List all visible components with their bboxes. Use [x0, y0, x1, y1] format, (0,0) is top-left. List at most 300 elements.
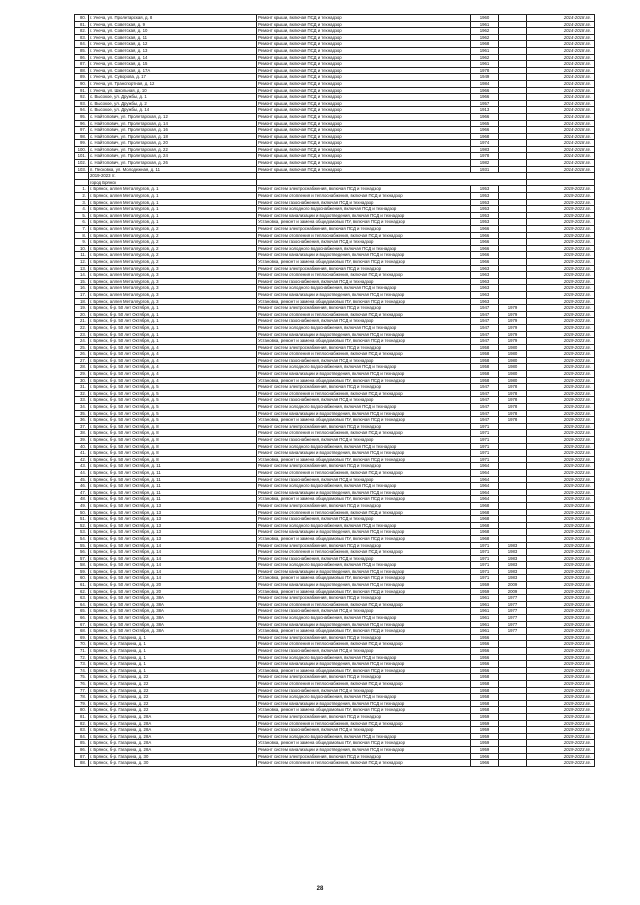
- row-number: 88.: [75, 760, 89, 767]
- period: 2014-2018 гг.: [527, 54, 595, 61]
- build-year: 1978: [471, 153, 499, 160]
- row-number: 14.: [75, 272, 89, 279]
- period: 2019-2023 гг.: [527, 489, 595, 496]
- work-type: Ремонт систем холодного водоснабжения, включая ПСД и технадзор: [257, 694, 471, 701]
- row-number: 82.: [75, 720, 89, 727]
- row-number: 46.: [75, 483, 89, 490]
- table-row: [75, 80, 595, 87]
- work-type: Ремонт систем канализации и водоотведения, включая ПСД и технадзор: [257, 568, 471, 575]
- period: 2014-2018 гг.: [527, 133, 595, 140]
- period: 2019-2023 гг.: [527, 555, 595, 562]
- reconstruction-year: [499, 80, 527, 87]
- work-type: Ремонт систем отопления и теплоснабжения, включая ПСД и технадзор: [257, 193, 471, 200]
- address: г. Брянск, б-р. Гагарина, д. 28А: [89, 746, 257, 753]
- address: г. Брянск, б-р. 50 лет Октября, д. 4: [89, 371, 257, 378]
- table-row: [75, 628, 595, 635]
- reconstruction-year: [499, 483, 527, 490]
- reconstruction-year: 1983: [499, 549, 527, 556]
- work-type: Ремонт систем газоснабжения, включая ПСД и технадзор: [257, 357, 471, 364]
- period: 2014-2018 гг.: [527, 120, 595, 127]
- reconstruction-year: 1978: [499, 397, 527, 404]
- address: с. Найтопович, ул. Пролетарская, д. 14: [89, 120, 257, 127]
- row-number: 59.: [75, 568, 89, 575]
- address: г. Брянск, б-р. 50 лет Октября, д. 11: [89, 489, 257, 496]
- table-row: [75, 707, 595, 714]
- row-number: 47.: [75, 489, 89, 496]
- build-year: 1966: [471, 239, 499, 246]
- build-year: 1958: [471, 344, 499, 351]
- work-type: Ремонт систем канализации и водоотведения, включая ПСД и технадзор: [257, 212, 471, 219]
- address: г. Унеча, ул. Школьная, д. 10: [89, 87, 257, 94]
- address: г. Брянск, б-р. Гагарина, д. 22: [89, 700, 257, 707]
- reconstruction-year: [499, 713, 527, 720]
- reconstruction-year: [499, 107, 527, 114]
- build-year: 1961: [471, 595, 499, 602]
- address: г. Брянск, б-р. 50 лет Октября, д. 14: [89, 549, 257, 556]
- period: 2019-2023 гг.: [527, 568, 595, 575]
- table-row: [75, 107, 595, 114]
- build-year: 1971: [471, 450, 499, 457]
- reconstruction-year: [499, 252, 527, 259]
- period: 2019-2023 гг.: [527, 720, 595, 727]
- period: 2019-2023 гг.: [527, 713, 595, 720]
- address: г. Брянск, б-р. Гагарина, д. 28А: [89, 713, 257, 720]
- row-number: 69.: [75, 634, 89, 641]
- reconstruction-year: 1978: [499, 410, 527, 417]
- reconstruction-year: 1979: [499, 318, 527, 325]
- row-number: 73.: [75, 661, 89, 668]
- period: 2014-2018 гг.: [527, 21, 595, 28]
- address: г. Брянск, б-р. Гагарина, д. 1: [89, 641, 257, 648]
- row-number: 51.: [75, 516, 89, 523]
- reconstruction-year: [499, 41, 527, 48]
- reconstruction-year: 1980: [499, 371, 527, 378]
- section-city: город Брянск: [89, 179, 257, 186]
- build-year: 1953: [471, 193, 499, 200]
- reconstruction-year: [499, 15, 527, 22]
- table-row: [75, 351, 595, 358]
- table-row: [75, 298, 595, 305]
- table-row: [75, 252, 595, 259]
- table-row: [75, 47, 595, 54]
- address: г. Унеча, ул. Суворова, д. 17: [89, 74, 257, 81]
- build-year: 1959: [471, 740, 499, 747]
- build-year: 1956: [471, 634, 499, 641]
- address: г. Брянск, б-р. 50 лет Октября, д. 14: [89, 568, 257, 575]
- address: г. Брянск, б-р. Гагарина, д. 1: [89, 667, 257, 674]
- address: г. Унеча, ул. Советская, д. 15: [89, 61, 257, 68]
- row-number: 53.: [75, 529, 89, 536]
- period: 2019-2023 гг.: [527, 344, 595, 351]
- address: г. Брянск, б-р. 50 лет Октября, д. 20: [89, 582, 257, 589]
- table-row: [75, 694, 595, 701]
- build-year: 1963: [471, 285, 499, 292]
- work-type: Ремонт систем электроснабжения, включая ПСД и технадзор: [257, 674, 471, 681]
- period: 2019-2023 гг.: [527, 575, 595, 582]
- table-row: [75, 206, 595, 213]
- build-year: 1953: [471, 199, 499, 206]
- address: г. Брянск, б-р. Гагарина, д. 1: [89, 648, 257, 655]
- reconstruction-year: [499, 285, 527, 292]
- period: 2019-2023 гг.: [527, 324, 595, 331]
- build-year: 1962: [471, 28, 499, 35]
- address: г. Брянск, б-р. 50 лет Октября, д. 11: [89, 483, 257, 490]
- build-year: 1965: [471, 120, 499, 127]
- work-type: Ремонт систем электроснабжения, включая ПСД и технадзор: [257, 305, 471, 312]
- build-year: 1966: [471, 87, 499, 94]
- table-row: [75, 687, 595, 694]
- work-type: Ремонт систем газоснабжения, включая ПСД и технадзор: [257, 318, 471, 325]
- reconstruction-year: [499, 469, 527, 476]
- work-type: Ремонт систем отопления и теплоснабжения, включая ПСД и технадзор: [257, 601, 471, 608]
- work-type: Установка, ремонт и замена общедомовых ПУ, включая ПСД и технадзор: [257, 575, 471, 582]
- table-row: [75, 667, 595, 674]
- build-year: 1958: [471, 351, 499, 358]
- address: г. Брянск, б-р. 50 лет Октября, д. 4: [89, 344, 257, 351]
- build-year: 1963: [471, 298, 499, 305]
- build-year: 1961: [471, 61, 499, 68]
- period: 2019-2023 гг.: [527, 186, 595, 193]
- row-number: 2.: [75, 193, 89, 200]
- work-type: Ремонт систем канализации и водоотведения, включая ПСД и технадзор: [257, 331, 471, 338]
- row-number: 10.: [75, 245, 89, 252]
- address: г. Брянск, б-р. 50 лет Октября, д. 1: [89, 311, 257, 318]
- row-number: 95.: [75, 113, 89, 120]
- build-year: 1953: [471, 186, 499, 193]
- table-row: [75, 199, 595, 206]
- document-page: [74, 14, 594, 767]
- row-number: 91.: [75, 87, 89, 94]
- period: 2019-2023 гг.: [527, 311, 595, 318]
- row-number: 38.: [75, 430, 89, 437]
- reconstruction-year: 1980: [499, 377, 527, 384]
- reconstruction-year: 2009: [499, 588, 527, 595]
- table-row: [75, 648, 595, 655]
- work-type: Ремонт крыши, включая ПСД и технадзор: [257, 146, 471, 153]
- reconstruction-year: 1977: [499, 608, 527, 615]
- row-number: 32.: [75, 390, 89, 397]
- work-type: Ремонт крыши, включая ПСД и технадзор: [257, 94, 471, 101]
- reconstruction-year: 1983: [499, 562, 527, 569]
- table-row: [75, 186, 595, 193]
- address: г. Брянск, аллея Металлургов, д. 2: [89, 232, 257, 239]
- work-type: Ремонт систем канализации и водоотведения, включая ПСД и технадзор: [257, 621, 471, 628]
- table-row: [75, 344, 595, 351]
- work-type: Ремонт систем отопления и теплоснабжения, включая ПСД и технадзор: [257, 641, 471, 648]
- row-number: 88.: [75, 67, 89, 74]
- work-type: Ремонт крыши, включая ПСД и технадзор: [257, 47, 471, 54]
- reconstruction-year: [499, 146, 527, 153]
- work-type: Ремонт систем электроснабжения, включая ПСД и технадзор: [257, 595, 471, 602]
- reconstruction-year: [499, 654, 527, 661]
- row-number: 42.: [75, 456, 89, 463]
- work-type: Ремонт крыши, включая ПСД и технадзор: [257, 153, 471, 160]
- address: г. Брянск, б-р. 50 лет Октября, д. 11: [89, 496, 257, 503]
- address: с. Высокое, ул. Дружбы, д. 2: [89, 100, 257, 107]
- build-year: 1958: [471, 357, 499, 364]
- build-year: 1947: [471, 404, 499, 411]
- reconstruction-year: [499, 166, 527, 173]
- period: 2019-2023 гг.: [527, 417, 595, 424]
- work-type: Ремонт систем холодного водоснабжения, включая ПСД и технадзор: [257, 324, 471, 331]
- reconstruction-year: [499, 212, 527, 219]
- address: г. Брянск, аллея Металлургов, д. 1: [89, 206, 257, 213]
- row-number: 19.: [75, 305, 89, 312]
- build-year: 1971: [471, 555, 499, 562]
- build-year: 1966: [471, 252, 499, 259]
- build-year: 1961: [471, 601, 499, 608]
- build-year: 1947: [471, 338, 499, 345]
- table-row: [75, 456, 595, 463]
- reconstruction-year: [499, 278, 527, 285]
- row-number: 21.: [75, 318, 89, 325]
- build-year: 1966: [471, 245, 499, 252]
- address: г. Брянск, б-р. 50 лет Октября, д. 8: [89, 456, 257, 463]
- work-type: Установка, ремонт и замена общедомовых ПУ, включая ПСД и технадзор: [257, 298, 471, 305]
- period: 2014-2018 гг.: [527, 146, 595, 153]
- address: г. Брянск, б-р. 50 лет Октября, д. 5: [89, 410, 257, 417]
- address: с. Найтопович, ул. Пролетарская, д. 18: [89, 133, 257, 140]
- reconstruction-year: [499, 516, 527, 523]
- row-number: 31.: [75, 384, 89, 391]
- row-number: 97.: [75, 127, 89, 134]
- period: 2019-2023 гг.: [527, 516, 595, 523]
- reconstruction-year: [499, 680, 527, 687]
- address: с. Высокое, ул. Дружбы, д. 1: [89, 94, 257, 101]
- work-type: Установка, ремонт и замена общедомовых ПУ, включая ПСД и технадзор: [257, 707, 471, 714]
- address: г. Брянск, б-р. 50 лет Октября, д. 1: [89, 324, 257, 331]
- table-row: [75, 239, 595, 246]
- period: 2014-2018 гг.: [527, 61, 595, 68]
- period: 2019-2023 гг.: [527, 661, 595, 668]
- build-year: 1959: [471, 588, 499, 595]
- build-year: 1966: [471, 760, 499, 767]
- build-year: 1947: [471, 397, 499, 404]
- address: г. Унеча, ул. Советская, д. 9: [89, 21, 257, 28]
- table-row: [75, 318, 595, 325]
- period: 2019-2023 гг.: [527, 212, 595, 219]
- work-type: Ремонт систем отопления и теплоснабжения, включая ПСД и технадзор: [257, 430, 471, 437]
- table-row: [75, 549, 595, 556]
- build-year: 1947: [471, 417, 499, 424]
- build-year: 1971: [471, 575, 499, 582]
- address: с. Найтопович, ул. Пролетарская, д. 22: [89, 146, 257, 153]
- reconstruction-year: [499, 641, 527, 648]
- reconstruction-year: [499, 28, 527, 35]
- row-number: 41.: [75, 450, 89, 457]
- period: 2019-2023 гг.: [527, 450, 595, 457]
- address: г. Брянск, б-р. Гагарина, д. 22: [89, 687, 257, 694]
- build-year: 1947: [471, 384, 499, 391]
- work-type: Ремонт систем газоснабжения, включая ПСД и технадзор: [257, 239, 471, 246]
- reconstruction-year: [499, 694, 527, 701]
- work-type: Ремонт систем газоснабжения, включая ПСД и технадзор: [257, 516, 471, 523]
- reconstruction-year: 1979: [499, 305, 527, 312]
- address: г. Брянск, б-р. Гагарина, д. 30: [89, 760, 257, 767]
- work-type: Установка, ремонт и замена общедомовых ПУ, включая ПСД и технадзор: [257, 258, 471, 265]
- work-type: Ремонт систем холодного водоснабжения, включая ПСД и технадзор: [257, 245, 471, 252]
- address: г. Унеча, ул. Советская, д. 10: [89, 28, 257, 35]
- table-row: [75, 100, 595, 107]
- work-type: Ремонт систем газоснабжения, включая ПСД и технадзор: [257, 199, 471, 206]
- row-number: 24.: [75, 338, 89, 345]
- build-year: 1958: [471, 707, 499, 714]
- table-row: [75, 727, 595, 734]
- work-type: Ремонт систем холодного водоснабжения, включая ПСД и технадзор: [257, 404, 471, 411]
- reconstruction-year: 1977: [499, 628, 527, 635]
- table-row: [75, 278, 595, 285]
- work-type: Ремонт систем газоснабжения, включая ПСД и технадзор: [257, 608, 471, 615]
- reconstruction-year: 2009: [499, 582, 527, 589]
- reconstruction-year: [499, 160, 527, 167]
- row-number: 101.: [75, 153, 89, 160]
- row-number: 70.: [75, 641, 89, 648]
- work-type: Ремонт крыши, включая ПСД и технадзор: [257, 54, 471, 61]
- reconstruction-year: [499, 74, 527, 81]
- table-row: [75, 377, 595, 384]
- row-number: 55.: [75, 542, 89, 549]
- reconstruction-year: 1983: [499, 575, 527, 582]
- build-year: 1956: [471, 648, 499, 655]
- table-row: [75, 67, 595, 74]
- reconstruction-year: 1980: [499, 364, 527, 371]
- period: 2019-2023 гг.: [527, 621, 595, 628]
- work-type: Установка, ремонт и замена общедомовых ПУ, включая ПСД и технадзор: [257, 628, 471, 635]
- reconstruction-year: [499, 727, 527, 734]
- reconstruction-year: [499, 707, 527, 714]
- build-year: 1966: [471, 753, 499, 760]
- row-number: 100.: [75, 146, 89, 153]
- address: г. Брянск, б-р. 50 лет Октября, д. 5: [89, 390, 257, 397]
- address: г. Брянск, б-р. 50 лет Октября, д. 38А: [89, 621, 257, 628]
- build-year: 1947: [471, 331, 499, 338]
- table-row: [75, 483, 595, 490]
- work-type: Установка, ремонт и замена общедомовых ПУ, включая ПСД и технадзор: [257, 588, 471, 595]
- work-type: Ремонт систем канализации и водоотведения, включая ПСД и технадзор: [257, 582, 471, 589]
- reconstruction-year: [499, 232, 527, 239]
- work-type: Ремонт систем отопления и теплоснабжения, включая ПСД и технадзор: [257, 549, 471, 556]
- work-type: Ремонт крыши, включая ПСД и технадзор: [257, 41, 471, 48]
- work-type: Ремонт систем газоснабжения, включая ПСД и технадзор: [257, 437, 471, 444]
- address: г. Брянск, б-р. Гагарина, д. 28А: [89, 720, 257, 727]
- build-year: 1913: [471, 107, 499, 114]
- period: 2019-2023 гг.: [527, 272, 595, 279]
- period: 2019-2023 гг.: [527, 318, 595, 325]
- address: г. Брянск, аллея Металлургов, д. 1: [89, 193, 257, 200]
- work-type: Ремонт систем отопления и теплоснабжения, включая ПСД и технадзор: [257, 509, 471, 516]
- build-year: 1971: [471, 542, 499, 549]
- table-row: [75, 608, 595, 615]
- work-type: Ремонт систем отопления и теплоснабжения, включая ПСД и технадзор: [257, 720, 471, 727]
- period: 2019-2023 гг.: [527, 522, 595, 529]
- address: г. Унеча, ул. Советская, д. 11: [89, 34, 257, 41]
- work-type: Ремонт крыши, включая ПСД и технадзор: [257, 100, 471, 107]
- work-type: Ремонт систем отопления и теплоснабжения, включая ПСД и технадзор: [257, 680, 471, 687]
- build-year: 1964: [471, 483, 499, 490]
- row-number: 87.: [75, 753, 89, 760]
- table-row: [75, 34, 595, 41]
- work-type: Ремонт систем газоснабжения, включая ПСД и технадзор: [257, 555, 471, 562]
- table-row: [75, 331, 595, 338]
- build-year: 1959: [471, 720, 499, 727]
- period: 2014-2018 гг.: [527, 107, 595, 114]
- table-row: [75, 437, 595, 444]
- table-row: [75, 74, 595, 81]
- build-year: 1964: [471, 496, 499, 503]
- build-year: 1966: [471, 127, 499, 134]
- table-row: [75, 641, 595, 648]
- row-number: 64.: [75, 601, 89, 608]
- address: г. Брянск, б-р. Гагарина, д. 22: [89, 674, 257, 681]
- table-row: [75, 41, 595, 48]
- reconstruction-year: 1979: [499, 311, 527, 318]
- reconstruction-year: [499, 67, 527, 74]
- period: 2019-2023 гг.: [527, 219, 595, 226]
- period: 2019-2023 гг.: [527, 582, 595, 589]
- row-number: 65.: [75, 608, 89, 615]
- build-year: 1964: [471, 476, 499, 483]
- address: г. Брянск, аллея Металлургов, д. 1: [89, 199, 257, 206]
- table-row: [75, 621, 595, 628]
- reconstruction-year: [499, 226, 527, 233]
- address: г. Брянск, б-р. Гагарина, д. 22: [89, 707, 257, 714]
- address: г. Брянск, б-р. Гагарина, д. 22: [89, 680, 257, 687]
- period: 2019-2023 гг.: [527, 760, 595, 767]
- repair-schedule-table: [74, 14, 595, 767]
- row-number: 96.: [75, 120, 89, 127]
- reconstruction-year: [499, 753, 527, 760]
- row-number: 85.: [75, 47, 89, 54]
- reconstruction-year: 1980: [499, 357, 527, 364]
- reconstruction-year: [499, 430, 527, 437]
- build-year: 1958: [471, 371, 499, 378]
- build-year: 1953: [471, 212, 499, 219]
- build-year: 1953: [471, 219, 499, 226]
- table-row: [75, 410, 595, 417]
- period: 2014-2018 гг.: [527, 153, 595, 160]
- reconstruction-year: 1978: [499, 390, 527, 397]
- row-number: 80.: [75, 15, 89, 22]
- address: г. Брянск, б-р. 50 лет Октября, д. 20: [89, 588, 257, 595]
- reconstruction-year: 1980: [499, 344, 527, 351]
- period: 2019-2023 гг.: [527, 463, 595, 470]
- build-year: 1959: [471, 746, 499, 753]
- build-year: 1958: [471, 700, 499, 707]
- address: г. Брянск, б-р. 50 лет Октября, д. 4: [89, 351, 257, 358]
- period: 2019-2023 гг.: [527, 232, 595, 239]
- row-number: 76.: [75, 680, 89, 687]
- row-number: 52.: [75, 522, 89, 529]
- work-type: Ремонт крыши, включая ПСД и технадзор: [257, 74, 471, 81]
- table-row: [75, 291, 595, 298]
- table-row: [75, 311, 595, 318]
- period: 2019-2023 гг.: [527, 648, 595, 655]
- reconstruction-year: 1983: [499, 542, 527, 549]
- table-row: [75, 397, 595, 404]
- reconstruction-year: [499, 509, 527, 516]
- address: г. Брянск, аллея Металлургов, д. 2: [89, 252, 257, 259]
- row-number: 56.: [75, 549, 89, 556]
- address: г. Брянск, б-р. 50 лет Октября, д. 14: [89, 575, 257, 582]
- table-row: [75, 305, 595, 312]
- row-number: 83.: [75, 34, 89, 41]
- address: п. Песковка, ул. Молодежная, д. 11: [89, 166, 257, 173]
- period: 2014-2018 гг.: [527, 41, 595, 48]
- address: г. Брянск, б-р. 50 лет Октября, д. 1: [89, 318, 257, 325]
- build-year: 1971: [471, 568, 499, 575]
- row-number: 60.: [75, 575, 89, 582]
- build-year: 1966: [471, 113, 499, 120]
